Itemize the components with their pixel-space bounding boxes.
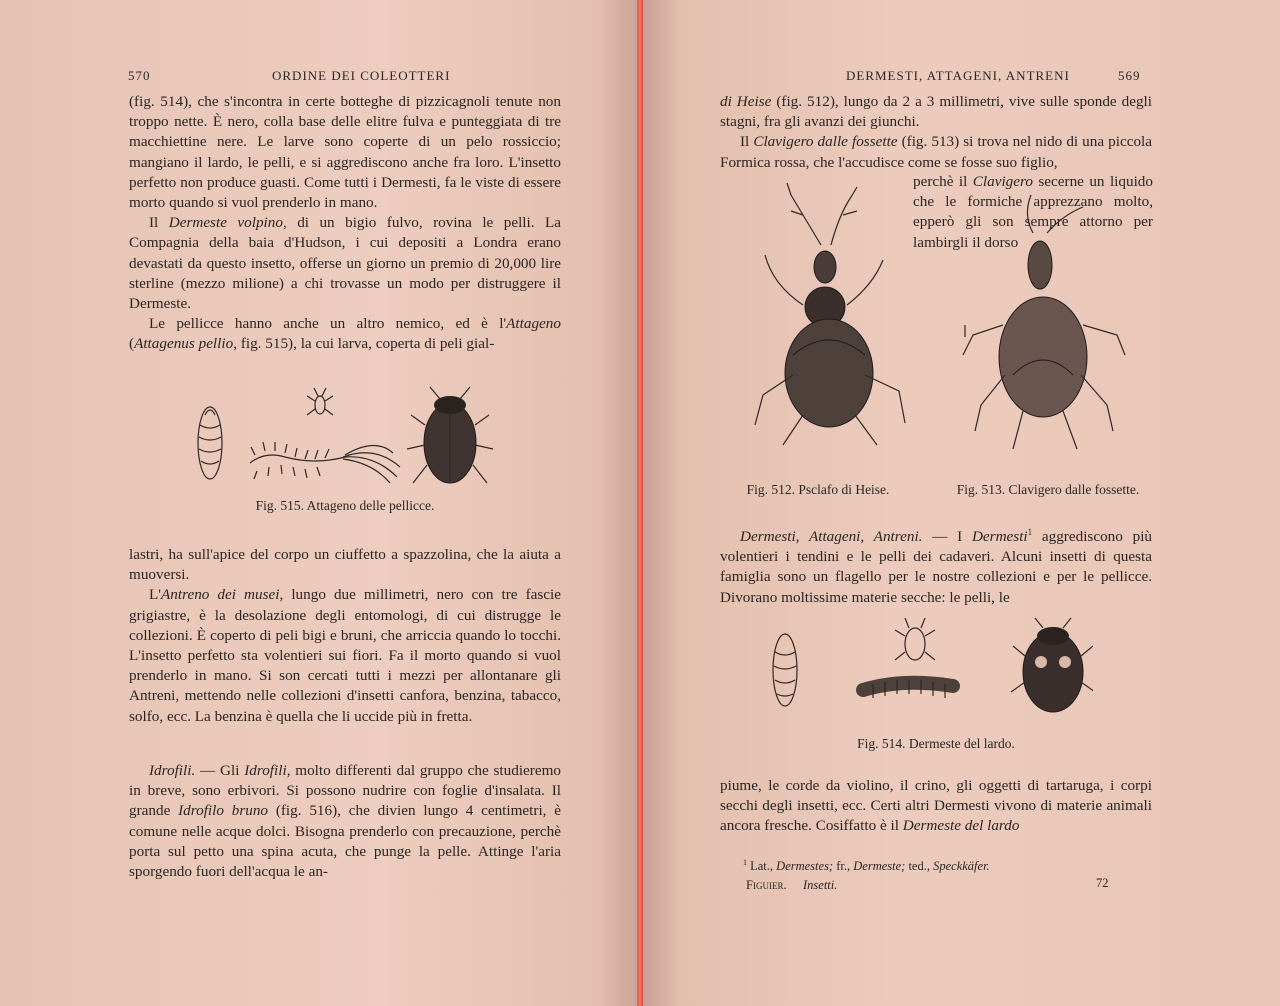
left-paragraph-2: Il Dermeste volpino, di un bigio fulvo, rovina le pelli. La Compagnia della baia d'Hudson, i cui depositi a Londra erano devastati da questo insetto, offerse un giorno un premio di 20,000 lire sterline (mezzo milione) a chi trovasse un modo per distruggere il Dermeste.	[129, 214, 561, 313]
right-page-number: 569	[1118, 68, 1141, 83]
pupa-drawing	[198, 407, 222, 479]
figures-512-513-illustration	[743, 175, 1163, 475]
figure-515-illustration	[185, 385, 505, 495]
signature-number: 72	[1096, 876, 1109, 890]
adult-beetle-drawing	[407, 387, 493, 483]
figure-512-caption: Fig. 512. Psclafo di Heise.	[746, 482, 890, 497]
figure-514-illustration	[763, 612, 1093, 722]
right-text-middle	[720, 522, 1152, 608]
larva-drawing	[250, 442, 400, 483]
right-text-top	[720, 92, 1152, 173]
claviger-drawing	[963, 195, 1125, 449]
signature-title: Insetti.	[803, 878, 838, 892]
footnote: $^1$ Lat., Dermestes; fr., Dermeste; ted., Speckkäfer.	[743, 858, 990, 874]
dermestes-small-adult-drawing	[895, 618, 935, 660]
left-paragraph-1: (fig. 514), che s'incontra in certe botteghe di pizzicagnoli tenute non troppo nette. È nero, colla base delle elitre fulva e punteggiata di tre macchiettine nere. Le larve sono coperte di un pelo rossiccio; mangiano il lardo, le pelli, e si aggrediscono anche fra loro. L'insetto perfetto non produce guasti. Come tutti i Dermesti, fa le viste di essere morto quando si vuol prenderlo in mano.	[129, 93, 561, 212]
left-paragraph-4: lastri, ha sull'apice del corpo un ciuffetto a spazzolina, che la aiuta a muoversi.	[129, 546, 561, 584]
right-running-head: DERMESTI, ATTAGENI, ANTRENI	[846, 68, 1070, 83]
figure-513-caption: Fig. 513. Clavigero dalle fossette.	[956, 482, 1140, 497]
left-paragraph-3: Le pellicce hanno anche un altro nemico, ed è l'Attageno (Attagenus pellio, fig. 515), la cui larva, coperta di peli gial-	[129, 315, 561, 353]
pselaphus-drawing	[755, 183, 905, 445]
right-paragraph-2-continued: perchè il Clavigero secerne un liquido che le formiche apprezzano molto, epperò gli son sempre attorno per lambirgli il dorso	[913, 173, 1153, 251]
right-paragraph-1: di Heise (fig. 512), lungo da 2 a 3 millimetri, vive sulle sponde degli stagni, fra gli avanzi dei giunchi.	[720, 93, 1152, 131]
left-page	[0, 0, 637, 1006]
right-text-bottom	[720, 776, 1152, 837]
right-paragraph-2: Il Clavigero dalle fossette (fig. 513) si trova nel nido di una piccola Formica rossa, che l'accudisce come se fosse suo figlio,	[720, 133, 1152, 171]
small-adult-drawing	[307, 388, 333, 415]
left-running-head: ORDINE DEI COLEOTTERI	[272, 68, 451, 83]
figure-514-caption: Fig. 514. Dermeste del lardo.	[857, 736, 1015, 751]
left-paragraph-6: Idrofili. — Gli Idrofili, molto differenti dal gruppo che studieremo in breve, sono erbivori. Si possono nudrire con foglie d'insalata. Il grande Idrofilo bruno (fig. 516), che divien lungo 4 centimetri, è comune nelle acque dolci. Bisogna prenderlo con precauzione, perchè porta sul petto una spina acuta, che punge la pelle. Attinge l'aria sporgendo fuori dell'acqua le an-	[129, 762, 561, 881]
right-page	[643, 0, 1280, 1006]
dermestes-larva-drawing	[863, 680, 953, 698]
left-page-number: 570	[128, 68, 151, 83]
left-paragraph-5: L'Antreno dei musei, lungo due millimetri, nero con tre fascie grigiastre, è la desolazione degli entomologi, di cui distrugge le collezioni. È coperto di peli bigi e bruni, che arriccia quando lo tocchi. L'insetto perfetto sta volentieri sui fiori. Fa il morto quando si vuol prenderlo in mano. Si son cercati tutti i mezzi per allontanare gli Antreni, mettendo nelle collezioni d'insetti canfora, benzina, tabacco, solfo, ecc. La benzina è quella che li uccide più in fretta.	[129, 586, 561, 725]
dermestes-pupa-drawing	[773, 634, 797, 706]
left-text-bottom	[129, 761, 561, 882]
signature-name: Figuier.	[746, 878, 787, 892]
dermestes-adult-drawing	[1011, 618, 1093, 712]
right-paragraph-3: Dermesti, Attageni, Antreni. — I Dermesti$^1$ aggrediscono più volentieri i tendini e le pelli dei cadaveri. Alcuni insetti di questa famiglia sono un flagello per le nostre collezioni e per le pellicce. Divorano moltissime materie secche: le pelli, le	[720, 527, 1153, 606]
left-text-top	[129, 92, 561, 355]
right-paragraph-4: piume, le corde da violino, il crino, gli oggetti di tartaruga, i corpi secchi degli insetti, ecc. Certi altri Dermesti vivono di materie animali ancora fresche. Cosiffatto è il Dermeste del lardo	[720, 777, 1152, 835]
left-text-middle	[129, 545, 561, 727]
figure-515-caption: Fig. 515. Attageno delle pellicce.	[255, 498, 435, 513]
